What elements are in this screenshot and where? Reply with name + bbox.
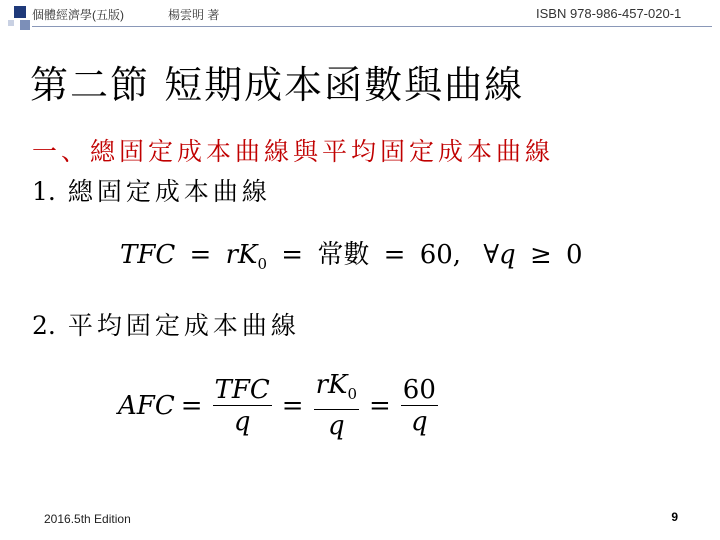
list-item-2-text: 平均固定成本曲線 xyxy=(67,311,300,340)
header-author: 楊雲明 著 xyxy=(168,8,220,22)
eq1-equals-3: = xyxy=(383,240,406,270)
eq2-lhs: AFC xyxy=(118,391,175,421)
frac2-numerator xyxy=(314,370,359,410)
list-item-1 xyxy=(32,172,271,208)
header-square-mid xyxy=(20,20,30,30)
eq1-equals-1: = xyxy=(189,240,212,270)
frac2-denominator: q xyxy=(327,411,345,441)
fraction-60-over-q xyxy=(401,375,438,438)
equation-tfc xyxy=(120,234,583,273)
page-number: 9 xyxy=(671,510,678,524)
header-square-dark xyxy=(14,6,26,18)
list-item-1-number: 1. xyxy=(32,177,56,206)
frac1-numerator: TFC xyxy=(214,374,270,405)
eq2-equals-1: = xyxy=(180,391,203,421)
header-divider xyxy=(32,26,712,27)
eq2-equals-2: = xyxy=(281,391,304,421)
list-item-1-text: 總固定成本曲線 xyxy=(67,177,271,206)
eq1-value: 60, xyxy=(419,240,462,270)
slide-header xyxy=(0,0,720,40)
eq1-q: q xyxy=(499,240,516,270)
fraction-tfc-over-q xyxy=(213,375,272,438)
slide-title: 第二節 短期成本函數與曲線 xyxy=(30,63,525,107)
eq1-equals-2: = xyxy=(281,240,304,270)
frac2-rk: rK xyxy=(315,370,348,400)
header-isbn: ISBN 978-986-457-020-1 xyxy=(536,6,682,21)
equation-afc xyxy=(118,370,442,442)
frac3-denominator: q xyxy=(411,406,428,437)
list-item-2-number: 2. xyxy=(32,311,56,340)
section-heading: 一、總固定成本曲線與平均固定成本曲線 xyxy=(32,137,555,166)
eq1-forall: ∀ xyxy=(483,240,500,270)
eq1-zero: 0 xyxy=(566,240,583,270)
eq1-lhs: TFC xyxy=(120,240,176,270)
eq1-rk: rK xyxy=(225,240,258,270)
eq1-rk-subscript: 0 xyxy=(257,255,268,273)
eq1-constant-word: 常數 xyxy=(317,240,370,270)
header-square-light xyxy=(8,20,14,26)
frac1-denominator: q xyxy=(233,406,251,437)
footer-edition: 2016.5th Edition xyxy=(44,512,131,526)
fraction-rk0-over-q xyxy=(314,370,359,442)
list-item-2 xyxy=(32,306,300,342)
frac3-numerator: 60 xyxy=(402,374,436,405)
eq2-equals-3: = xyxy=(369,391,391,421)
frac2-subscript: 0 xyxy=(347,385,357,403)
eq1-geq: ≥ xyxy=(529,240,552,270)
header-book-title: 個體經濟學(五版) xyxy=(32,8,124,22)
